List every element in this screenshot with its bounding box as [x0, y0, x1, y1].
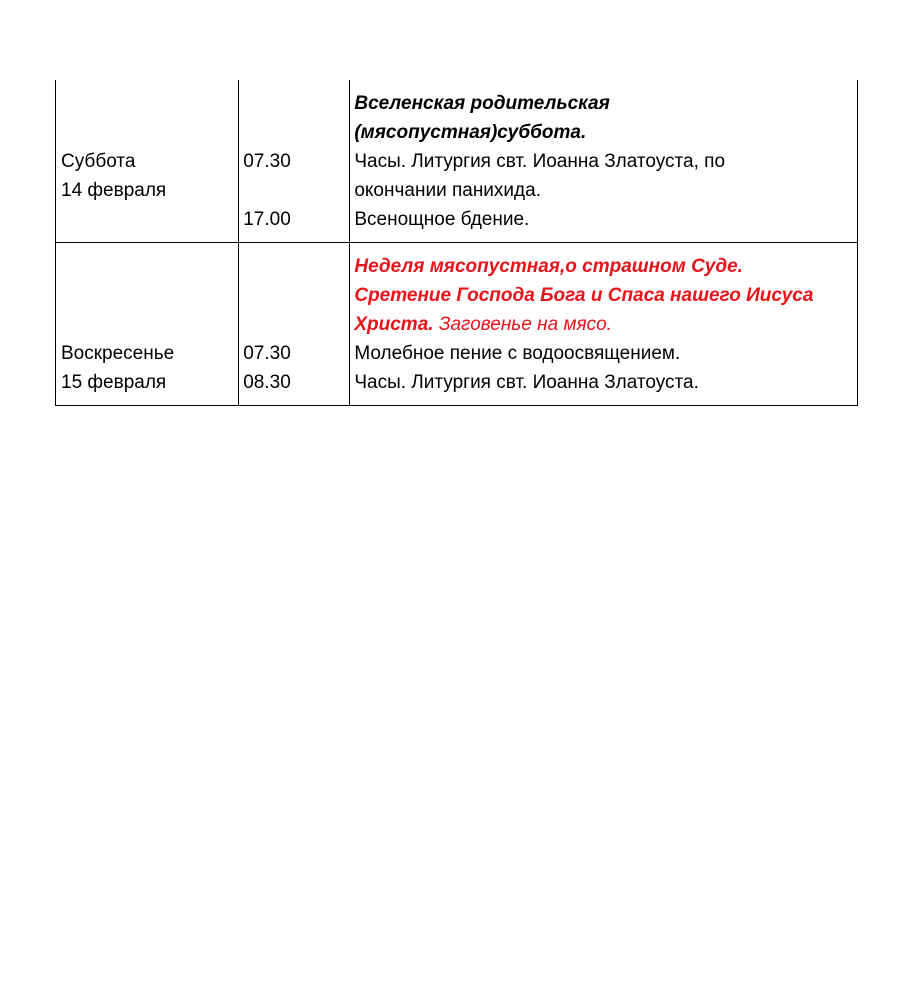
feast-title: Неделя мясопустная,о страшном Суде.: [354, 256, 743, 277]
day-cell: [56, 80, 239, 243]
feast-title: (мясопустная)суббота.: [354, 122, 587, 143]
day-date: 15 февраля: [61, 372, 167, 393]
service-time: 17.00: [243, 209, 291, 230]
service-item: Часы. Литургия свт. Иоанна Златоуста.: [354, 372, 699, 393]
feast-title: Сретение Господа Бога и Спаса нашего Иисуса: [354, 285, 814, 306]
table-row: [56, 243, 858, 406]
feast-title: Вселенская родительская: [354, 93, 610, 114]
feast-title: Христа.: [354, 314, 434, 335]
service-time: 08.30: [243, 372, 291, 393]
service-item: Молебное пение с водоосвящением.: [354, 343, 681, 364]
services-cell: [350, 243, 858, 406]
service-item: Всенощное бдение.: [354, 209, 530, 230]
service-item: окончании панихида.: [354, 180, 541, 201]
service-time: 07.30: [243, 343, 291, 364]
feast-title-line: [354, 310, 853, 339]
services-cell: [350, 80, 858, 243]
service-item: Часы. Литургия свт. Иоанна Златоуста, по: [354, 151, 726, 172]
day-date: 14 февраля: [61, 180, 167, 201]
time-cell: [239, 80, 350, 243]
feast-note: Заговенье на мясо.: [438, 314, 612, 335]
schedule-table: [55, 80, 858, 406]
table-row: [56, 80, 858, 243]
day-cell: [56, 243, 239, 406]
service-time: 07.30: [243, 151, 291, 172]
day-name: Воскресенье: [61, 343, 175, 364]
time-cell: [239, 243, 350, 406]
day-name: Суббота: [61, 151, 136, 172]
